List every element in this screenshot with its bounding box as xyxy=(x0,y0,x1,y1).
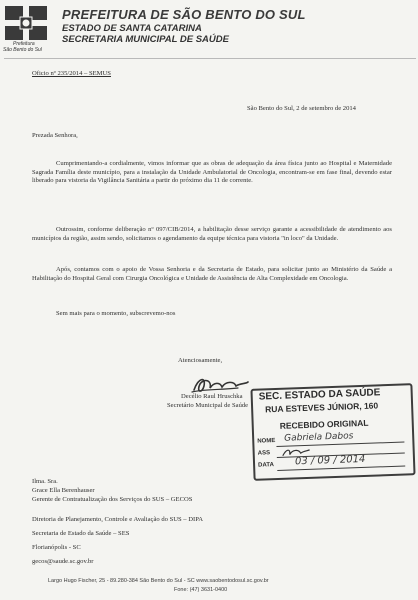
recipient-role: Gerente de Contratualização dos Serviços do SUS – GECOS xyxy=(32,496,193,503)
stamp-date-value: 03 / 09 / 2014 xyxy=(294,453,366,468)
office-reference: Oficio nº 235/2014 – SEMUS xyxy=(32,70,111,77)
paragraph-2-text: Outrossim, conforme deliberação nº 097/CIB/2014, a habilitação desse serviço garante a acessibilidade de atendimento aos municípios da região, assim sendo, solicitamos o agendamento da equipe técnica para vistoria "in loco" da Unidade. xyxy=(32,226,392,242)
letter-date: São Bento do Sul, 2 de setembro de 2014 xyxy=(247,105,356,112)
paragraph-2 xyxy=(32,226,392,243)
letterhead-title: PREFEITURA DE SÃO BENTO DO SUL xyxy=(62,7,306,22)
stamp-name-value: Gabriela Dabos xyxy=(284,431,354,444)
recipient-city: Florianópolis - SC xyxy=(32,544,81,551)
stamp-date-label: DATA xyxy=(258,462,275,469)
logo-caption xyxy=(3,41,42,53)
stamp-signature-label: ASS xyxy=(257,450,271,457)
stamp-agency: SEC. ESTADO DA SAÚDE xyxy=(258,387,381,403)
paragraph-1 xyxy=(32,160,392,186)
footer-address: Largo Hugo Fischer, 25 - 89.280-384 São Bento do Sul - SC www.saobentodosul.sc.gov.br xyxy=(48,578,269,584)
recipient-name: Grace Ella Berenhauser xyxy=(32,487,95,494)
paragraph-3-text: Após, contamos com o apoio de Vossa Senhoria e da Secretaria de Estado, para solicitar junto ao Ministério da Saúde a Habilitação do Hospital Geral com Cirurgia Oncológica e Unidade de Assistência de Alta Complexidade em Oncologia. xyxy=(32,266,392,282)
municipal-flag-logo xyxy=(5,6,47,40)
stamp-name-label: NOME xyxy=(257,438,276,445)
receipt-stamp xyxy=(250,383,415,481)
paragraph-4-text: Sem mais para o momento, subscrevemo-nos xyxy=(56,310,176,317)
letterhead-state: ESTADO DE SANTA CATARINA xyxy=(62,23,202,34)
recipient-honorific: Ilma. Sra. xyxy=(32,478,58,485)
salutation: Prezada Senhora, xyxy=(32,132,78,139)
stamp-received: RECEBIDO ORIGINAL xyxy=(279,417,369,431)
paragraph-1-text: Cumprimentando-a cordialmente, vimos informar que as obras de adequação da área física junto ao Hospital e Maternidade Sagrada Família deste município, para a instalação da Unidade Ambulatorial de Oncologia, encontram-se em fase final, devendo estar liberado para vistoria da Vigilância Sanitária a partir do próximo dia 11 de corrente. xyxy=(32,160,392,185)
footer-phone: Fone: (47) 3631-0400 xyxy=(174,587,228,593)
recipient-email: gecos@saude.sc.gov.br xyxy=(32,558,94,565)
logo-caption-line-1: Prefeitura xyxy=(13,41,35,47)
header-divider xyxy=(4,58,416,59)
recipient-directorate: Diretoria de Planejamento, Controle e Avaliação do SUS – DIPA xyxy=(32,516,204,523)
paragraph-3 xyxy=(32,266,392,283)
letterhead-department: SECRETARIA MUNICIPAL DE SAÚDE xyxy=(62,34,229,45)
stamp-address: RUA ESTEVES JÚNIOR, 160 xyxy=(264,400,379,415)
signer-name: Decélio Raul Hruschka xyxy=(181,393,243,400)
signer-title: Secretário Municipal de Saúde xyxy=(167,402,249,409)
closing: Atenciosamente, xyxy=(178,357,223,364)
logo-caption-line-2: São Bento do Sul xyxy=(3,47,42,53)
recipient-secretariat: Secretaria de Estado da Saúde – SES xyxy=(32,530,130,537)
paragraph-4 xyxy=(32,310,392,319)
